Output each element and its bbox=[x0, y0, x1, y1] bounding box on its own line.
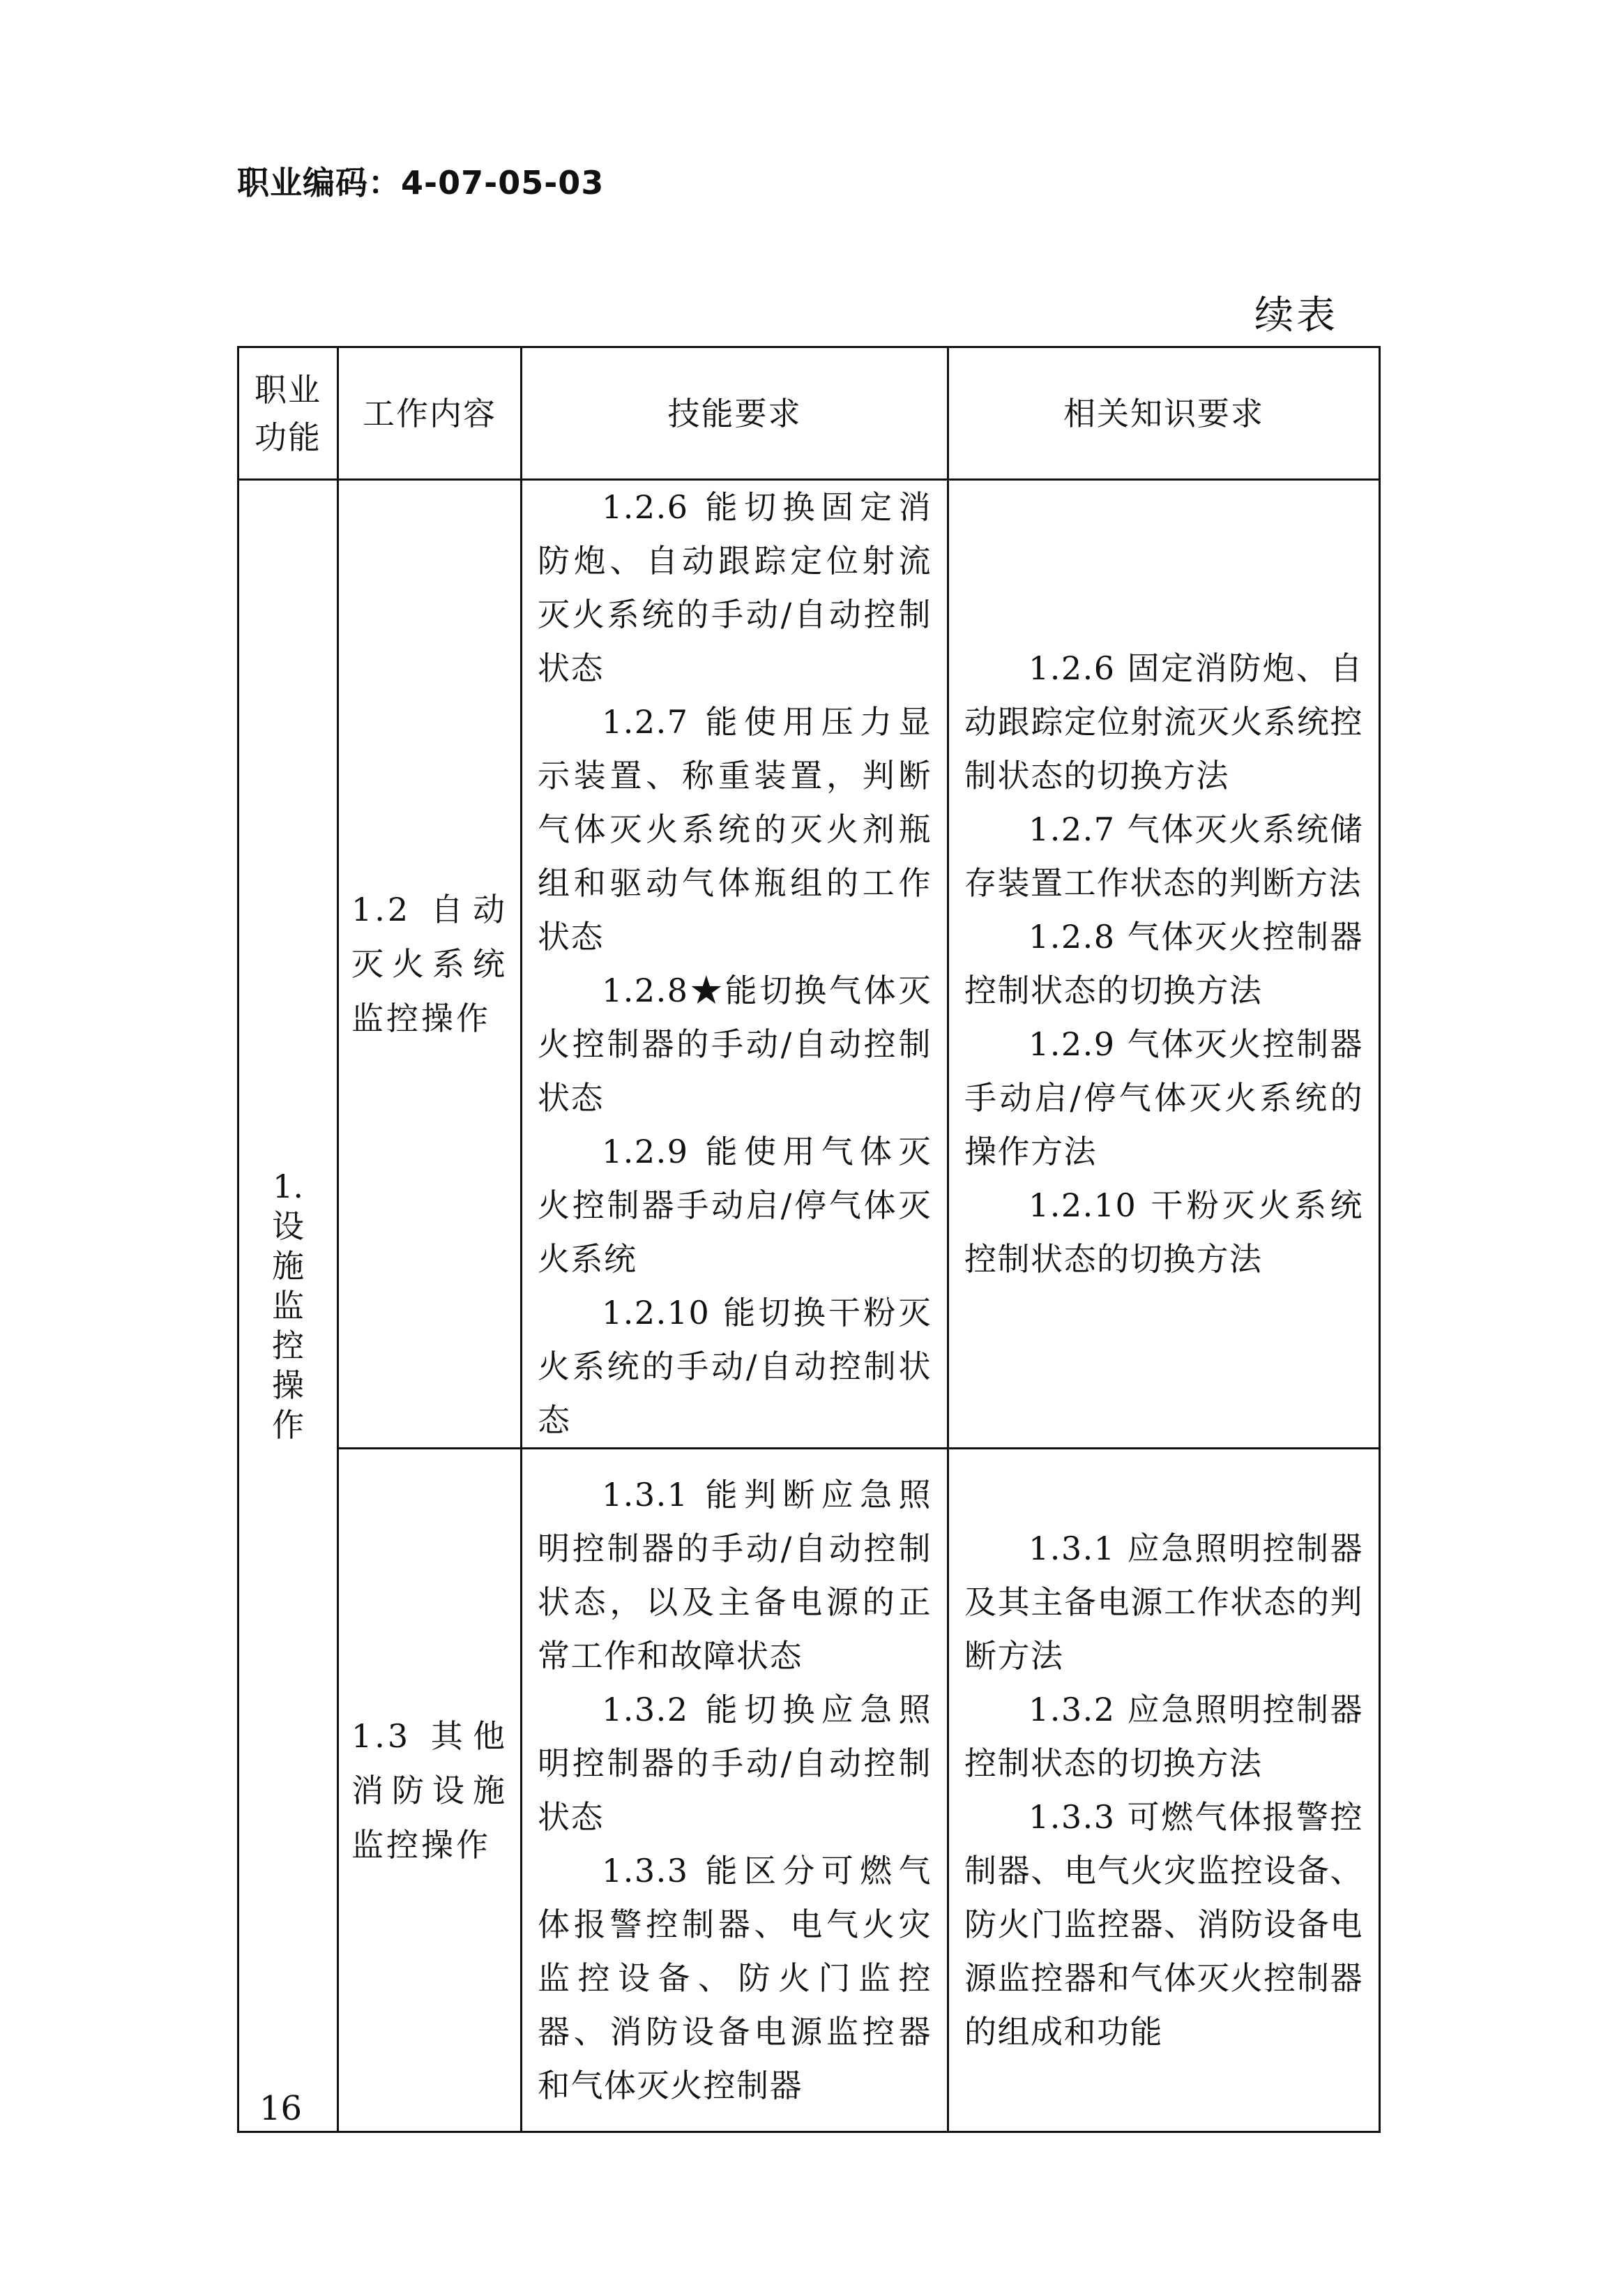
header-skill: 技能要求 bbox=[522, 347, 948, 480]
skill-item: 1.3.3 能区分可燃气体报警控制器、电气火灾监控设备、防火门监控器、消防设备电源监控器和气体灭火控制器 bbox=[538, 1851, 932, 2104]
skill-item: 1.2.6 能切换固定消防炮、自动跟踪定位射流灭火系统的手动/自动控制状态 bbox=[538, 488, 932, 687]
table-row bbox=[238, 1449, 1380, 2132]
skill-item: 1.3.2 能切换应急照明控制器的手动/自动控制状态 bbox=[538, 1690, 932, 1836]
work-content-cell: 1.2 自动灭火系统监控操作 bbox=[338, 480, 522, 1449]
knowledge-item: 1.3.2 应急照明控制器控制状态的切换方法 bbox=[964, 1690, 1363, 1782]
skill-item: 1.2.7 能使用压力显示装置、称重装置，判断气体灭火系统的灭火剂瓶组和驱动气体瓶组的工作状态 bbox=[538, 703, 932, 956]
work-content-cell: 1.3 其他消防设施监控操作 bbox=[338, 1449, 522, 2132]
knowledge-item: 1.2.9 气体灭火控制器手动启/停气体灭火系统的操作方法 bbox=[964, 1025, 1363, 1170]
skill-item: 1.3.1 能判断应急照明控制器的手动/自动控制状态，以及主备电源的正常工作和故障状态 bbox=[538, 1475, 932, 1675]
requirements-table bbox=[237, 346, 1381, 2133]
continued-label: 续表 bbox=[1254, 293, 1338, 338]
occupation-code: 职业编码：4-07-05-03 bbox=[237, 164, 605, 202]
header-knowledge: 相关知识要求 bbox=[948, 347, 1380, 480]
skill-item: 1.2.9 能使用气体灭火控制器手动启/停气体灭火系统 bbox=[538, 1133, 932, 1278]
knowledge-item: 1.3.1 应急照明控制器及其主备电源工作状态的判断方法 bbox=[964, 1529, 1363, 1675]
knowledge-item: 1.2.10 干粉灭火系统控制状态的切换方法 bbox=[964, 1186, 1363, 1278]
header-work-content: 工作内容 bbox=[338, 347, 522, 480]
skill-cell bbox=[522, 480, 948, 1449]
function-cell bbox=[238, 480, 338, 2132]
knowledge-cell bbox=[948, 480, 1380, 1449]
skill-cell bbox=[522, 1449, 948, 2132]
knowledge-cell bbox=[948, 1449, 1380, 2132]
skill-item: 1.2.10 能切换干粉灭火系统的手动/自动控制状态 bbox=[538, 1294, 932, 1439]
table-header-row bbox=[238, 347, 1380, 480]
header-function: 职业功能 bbox=[238, 347, 338, 480]
knowledge-item: 1.2.8 气体灭火控制器控制状态的切换方法 bbox=[964, 918, 1363, 1009]
knowledge-item: 1.2.6 固定消防炮、自动跟踪定位射流灭火系统控制状态的切换方法 bbox=[964, 649, 1363, 794]
table-row bbox=[238, 480, 1380, 1449]
skill-item: 1.2.8★能切换气体灭火控制器的手动/自动控制状态 bbox=[538, 972, 932, 1117]
knowledge-item: 1.3.3 可燃气体报警控制器、电气火灾监控设备、防火门监控器、消防设备电源监控器和气体灭火控制器的组成和功能 bbox=[964, 1797, 1363, 2051]
function-label: 1.设施监控操作 bbox=[272, 1167, 304, 1444]
knowledge-item: 1.2.7 气体灭火系统储存装置工作状态的判断方法 bbox=[964, 810, 1363, 902]
page-number: 16 bbox=[259, 2089, 303, 2128]
